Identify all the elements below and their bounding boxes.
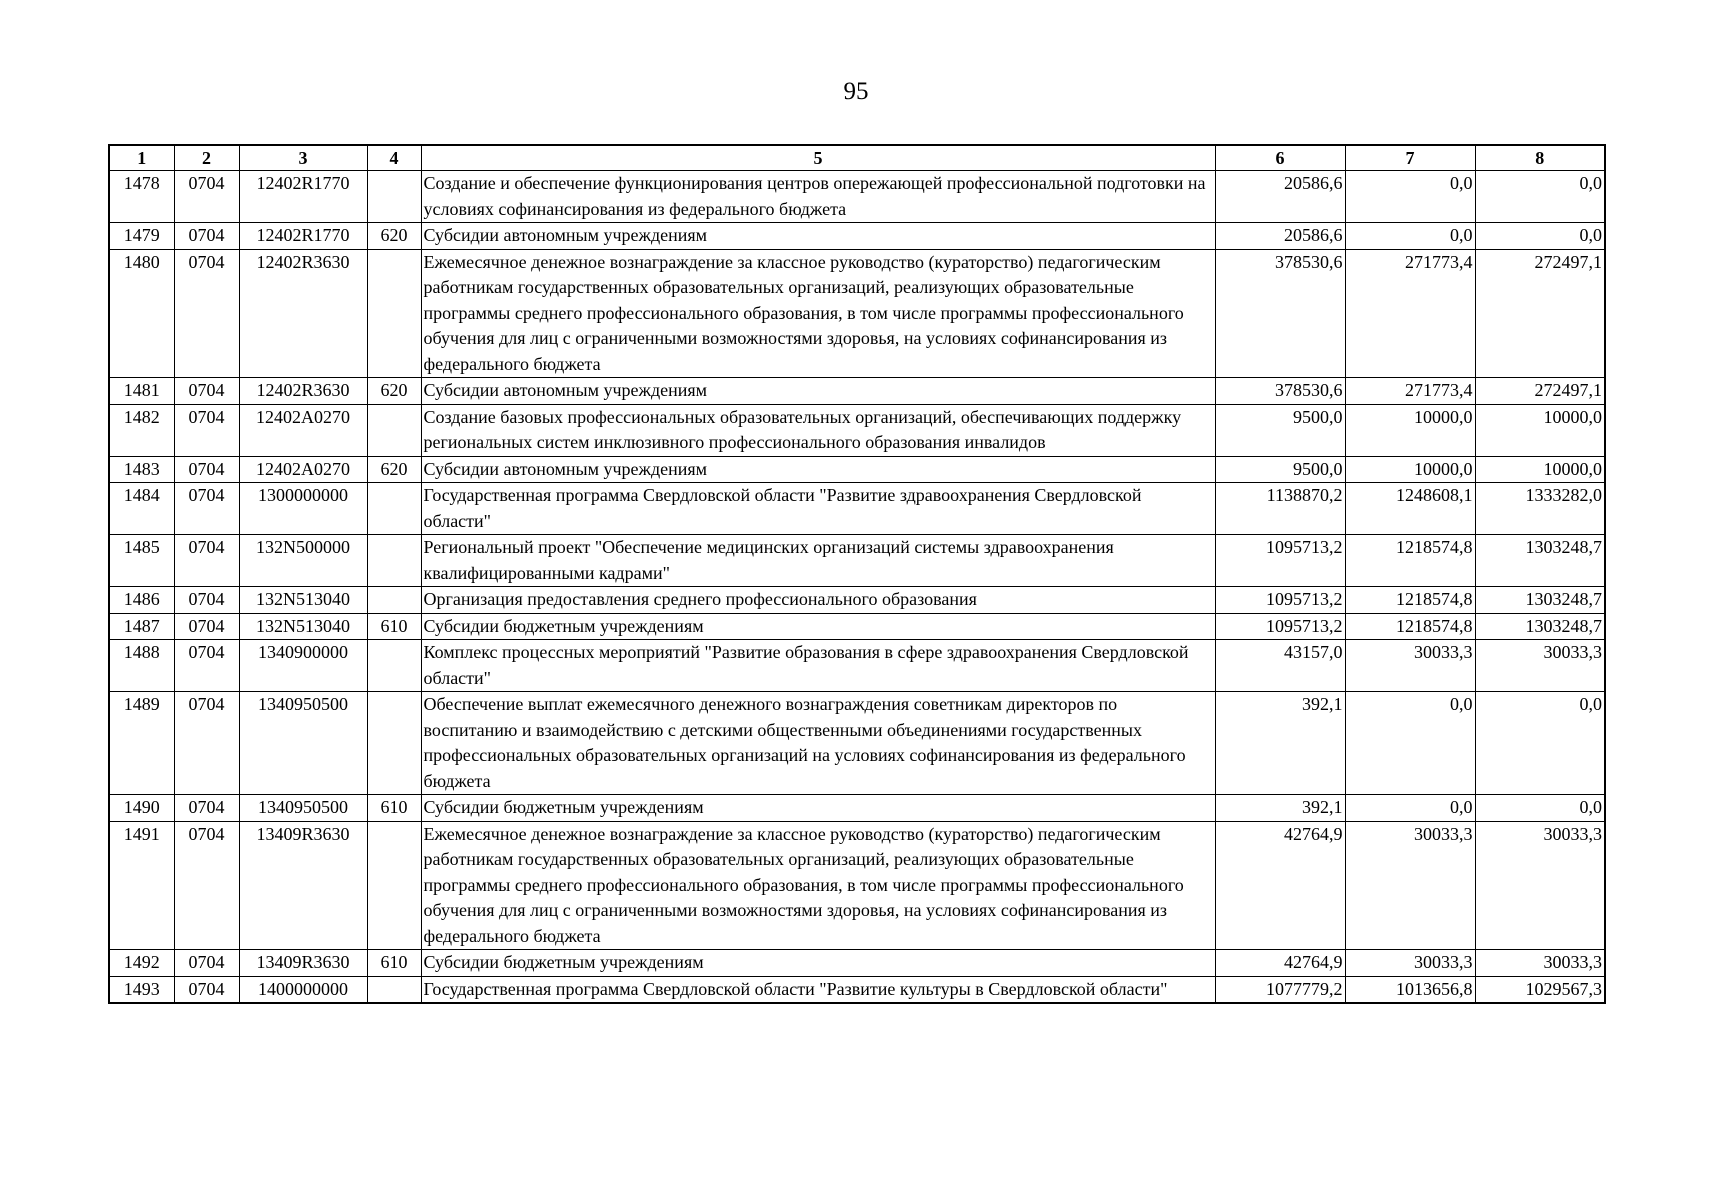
section-code: 0704 [174, 795, 239, 822]
table-row [109, 821, 1605, 950]
table-row [109, 171, 1605, 223]
amount-col-8: 1303248,7 [1475, 535, 1605, 587]
amount-col-8: 10000,0 [1475, 404, 1605, 456]
amount-col-7: 1218574,8 [1345, 613, 1475, 640]
expense-type [367, 535, 421, 587]
section-code: 0704 [174, 613, 239, 640]
amount-col-7: 0,0 [1345, 692, 1475, 795]
amount-col-7: 271773,4 [1345, 378, 1475, 405]
amount-col-8: 1303248,7 [1475, 613, 1605, 640]
table-row [109, 976, 1605, 1003]
target-code: 12402R3630 [239, 249, 367, 378]
amount-col-8: 30033,3 [1475, 821, 1605, 950]
amount-col-8: 272497,1 [1475, 378, 1605, 405]
amount-col-7: 10000,0 [1345, 456, 1475, 483]
expense-type: 620 [367, 378, 421, 405]
target-code: 12402R3630 [239, 378, 367, 405]
target-code: 13409R3630 [239, 950, 367, 977]
amount-col-7: 1218574,8 [1345, 535, 1475, 587]
item-name: Субсидии автономным учреждениям [421, 223, 1215, 250]
amount-col-8: 0,0 [1475, 171, 1605, 223]
section-code: 0704 [174, 223, 239, 250]
amount-col-6: 42764,9 [1215, 950, 1345, 977]
amount-col-8: 0,0 [1475, 692, 1605, 795]
table-row [109, 249, 1605, 378]
amount-col-6: 378530,6 [1215, 249, 1345, 378]
item-name: Комплекс процессных мероприятий "Развитие образования в сфере здравоохранения Свердловской области" [421, 640, 1215, 692]
page-number: 95 [843, 78, 869, 105]
amount-col-8: 10000,0 [1475, 456, 1605, 483]
amount-col-7: 271773,4 [1345, 249, 1475, 378]
amount-col-7: 30033,3 [1345, 640, 1475, 692]
row-number: 1493 [109, 976, 174, 1003]
expense-type [367, 821, 421, 950]
amount-col-8: 30033,3 [1475, 640, 1605, 692]
expense-type [367, 587, 421, 614]
row-number: 1478 [109, 171, 174, 223]
amount-col-6: 378530,6 [1215, 378, 1345, 405]
section-code: 0704 [174, 249, 239, 378]
amount-col-7: 1218574,8 [1345, 587, 1475, 614]
amount-col-6: 1095713,2 [1215, 613, 1345, 640]
item-name: Субсидии автономным учреждениям [421, 456, 1215, 483]
amount-col-6: 20586,6 [1215, 171, 1345, 223]
amount-col-6: 43157,0 [1215, 640, 1345, 692]
item-name: Создание и обеспечение функционирования центров опережающей профессиональной подготовки на условиях софинансирования из федерального бюджета [421, 171, 1215, 223]
section-code: 0704 [174, 535, 239, 587]
expense-type: 610 [367, 613, 421, 640]
expense-type [367, 171, 421, 223]
amount-col-7: 10000,0 [1345, 404, 1475, 456]
target-code: 1300000000 [239, 483, 367, 535]
amount-col-6: 20586,6 [1215, 223, 1345, 250]
target-code: 13409R3630 [239, 821, 367, 950]
target-code: 12402R1770 [239, 223, 367, 250]
expense-type [367, 249, 421, 378]
target-code: 12402R1770 [239, 171, 367, 223]
header-col-8: 8 [1475, 145, 1605, 171]
table-row [109, 483, 1605, 535]
amount-col-6: 9500,0 [1215, 404, 1345, 456]
section-code: 0704 [174, 692, 239, 795]
target-code: 1340950500 [239, 692, 367, 795]
amount-col-8: 0,0 [1475, 223, 1605, 250]
section-code: 0704 [174, 821, 239, 950]
amount-col-7: 30033,3 [1345, 950, 1475, 977]
expense-type [367, 404, 421, 456]
amount-col-8: 272497,1 [1475, 249, 1605, 378]
expense-type: 620 [367, 223, 421, 250]
expense-type: 610 [367, 795, 421, 822]
section-code: 0704 [174, 483, 239, 535]
amount-col-8: 1029567,3 [1475, 976, 1605, 1003]
amount-col-7: 1248608,1 [1345, 483, 1475, 535]
amount-col-6: 9500,0 [1215, 456, 1345, 483]
row-number: 1491 [109, 821, 174, 950]
header-col-5: 5 [421, 145, 1215, 171]
row-number: 1480 [109, 249, 174, 378]
expense-type: 620 [367, 456, 421, 483]
row-number: 1482 [109, 404, 174, 456]
expense-type [367, 640, 421, 692]
table-row [109, 613, 1605, 640]
table-row [109, 795, 1605, 822]
amount-col-6: 1095713,2 [1215, 587, 1345, 614]
table-row [109, 456, 1605, 483]
item-name: Ежемесячное денежное вознаграждение за классное руководство (кураторство) педагогическим работникам государственных образовательных организаций, реализующих образовательные программы среднего профессионального образования, в том числе программы профессионального обучения для лиц с ограниченными возможностями здоровья, на условиях софинансирования из федерального бюджета [421, 249, 1215, 378]
item-name: Обеспечение выплат ежемесячного денежного вознаграждения советникам директоров по воспитанию и взаимодействию с детскими общественными объединениями государственных профессиональных образовательных организаций на условиях софинансирования из федерального бюджета [421, 692, 1215, 795]
target-code: 12402A0270 [239, 404, 367, 456]
target-code: 1340900000 [239, 640, 367, 692]
item-name: Государственная программа Свердловской области "Развитие культуры в Свердловской области" [421, 976, 1215, 1003]
amount-col-6: 42764,9 [1215, 821, 1345, 950]
section-code: 0704 [174, 171, 239, 223]
amount-col-8: 30033,3 [1475, 950, 1605, 977]
row-number: 1492 [109, 950, 174, 977]
table-row [109, 950, 1605, 977]
expense-type [367, 976, 421, 1003]
target-code: 132N513040 [239, 587, 367, 614]
target-code: 132N500000 [239, 535, 367, 587]
item-name: Субсидии автономным учреждениям [421, 378, 1215, 405]
table-row [109, 404, 1605, 456]
item-name: Субсидии бюджетным учреждениям [421, 613, 1215, 640]
section-code: 0704 [174, 456, 239, 483]
table-row [109, 692, 1605, 795]
header-col-7: 7 [1345, 145, 1475, 171]
row-number: 1487 [109, 613, 174, 640]
item-name: Ежемесячное денежное вознаграждение за классное руководство (кураторство) педагогическим работникам государственных образовательных организаций, реализующих образовательные программы среднего профессионального образования, в том числе программы профессионального обучения для лиц с ограниченными возможностями здоровья, на условиях софинансирования из федерального бюджета [421, 821, 1215, 950]
budget-table [108, 144, 1606, 1004]
target-code: 1340950500 [239, 795, 367, 822]
item-name: Создание базовых профессиональных образовательных организаций, обеспечивающих поддержку региональных систем инклюзивного профессионального образования инвалидов [421, 404, 1215, 456]
target-code: 12402A0270 [239, 456, 367, 483]
table-row [109, 378, 1605, 405]
amount-col-8: 0,0 [1475, 795, 1605, 822]
row-number: 1485 [109, 535, 174, 587]
target-code: 1400000000 [239, 976, 367, 1003]
amount-col-7: 0,0 [1345, 171, 1475, 223]
amount-col-7: 30033,3 [1345, 821, 1475, 950]
header-col-3: 3 [239, 145, 367, 171]
table-row [109, 535, 1605, 587]
expense-type: 610 [367, 950, 421, 977]
header-col-1: 1 [109, 145, 174, 171]
target-code: 132N513040 [239, 613, 367, 640]
amount-col-8: 1333282,0 [1475, 483, 1605, 535]
amount-col-8: 1303248,7 [1475, 587, 1605, 614]
section-code: 0704 [174, 950, 239, 977]
section-code: 0704 [174, 976, 239, 1003]
item-name: Государственная программа Свердловской области "Развитие здравоохранения Свердловской области" [421, 483, 1215, 535]
item-name: Региональный проект "Обеспечение медицинских организаций системы здравоохранения квалифицированными кадрами" [421, 535, 1215, 587]
header-row [109, 145, 1605, 171]
row-number: 1489 [109, 692, 174, 795]
expense-type [367, 483, 421, 535]
row-number: 1486 [109, 587, 174, 614]
section-code: 0704 [174, 404, 239, 456]
row-number: 1483 [109, 456, 174, 483]
header-col-4: 4 [367, 145, 421, 171]
amount-col-6: 1138870,2 [1215, 483, 1345, 535]
section-code: 0704 [174, 378, 239, 405]
amount-col-6: 392,1 [1215, 692, 1345, 795]
amount-col-6: 1077779,2 [1215, 976, 1345, 1003]
expense-type [367, 692, 421, 795]
row-number: 1488 [109, 640, 174, 692]
item-name: Организация предоставления среднего профессионального образования [421, 587, 1215, 614]
table-row [109, 223, 1605, 250]
item-name: Субсидии бюджетным учреждениям [421, 950, 1215, 977]
section-code: 0704 [174, 640, 239, 692]
header-col-2: 2 [174, 145, 239, 171]
amount-col-6: 1095713,2 [1215, 535, 1345, 587]
amount-col-7: 0,0 [1345, 223, 1475, 250]
row-number: 1490 [109, 795, 174, 822]
amount-col-7: 0,0 [1345, 795, 1475, 822]
row-number: 1481 [109, 378, 174, 405]
table-row [109, 640, 1605, 692]
header-col-6: 6 [1215, 145, 1345, 171]
item-name: Субсидии бюджетным учреждениям [421, 795, 1215, 822]
table-row [109, 587, 1605, 614]
amount-col-7: 1013656,8 [1345, 976, 1475, 1003]
amount-col-6: 392,1 [1215, 795, 1345, 822]
row-number: 1484 [109, 483, 174, 535]
section-code: 0704 [174, 587, 239, 614]
row-number: 1479 [109, 223, 174, 250]
